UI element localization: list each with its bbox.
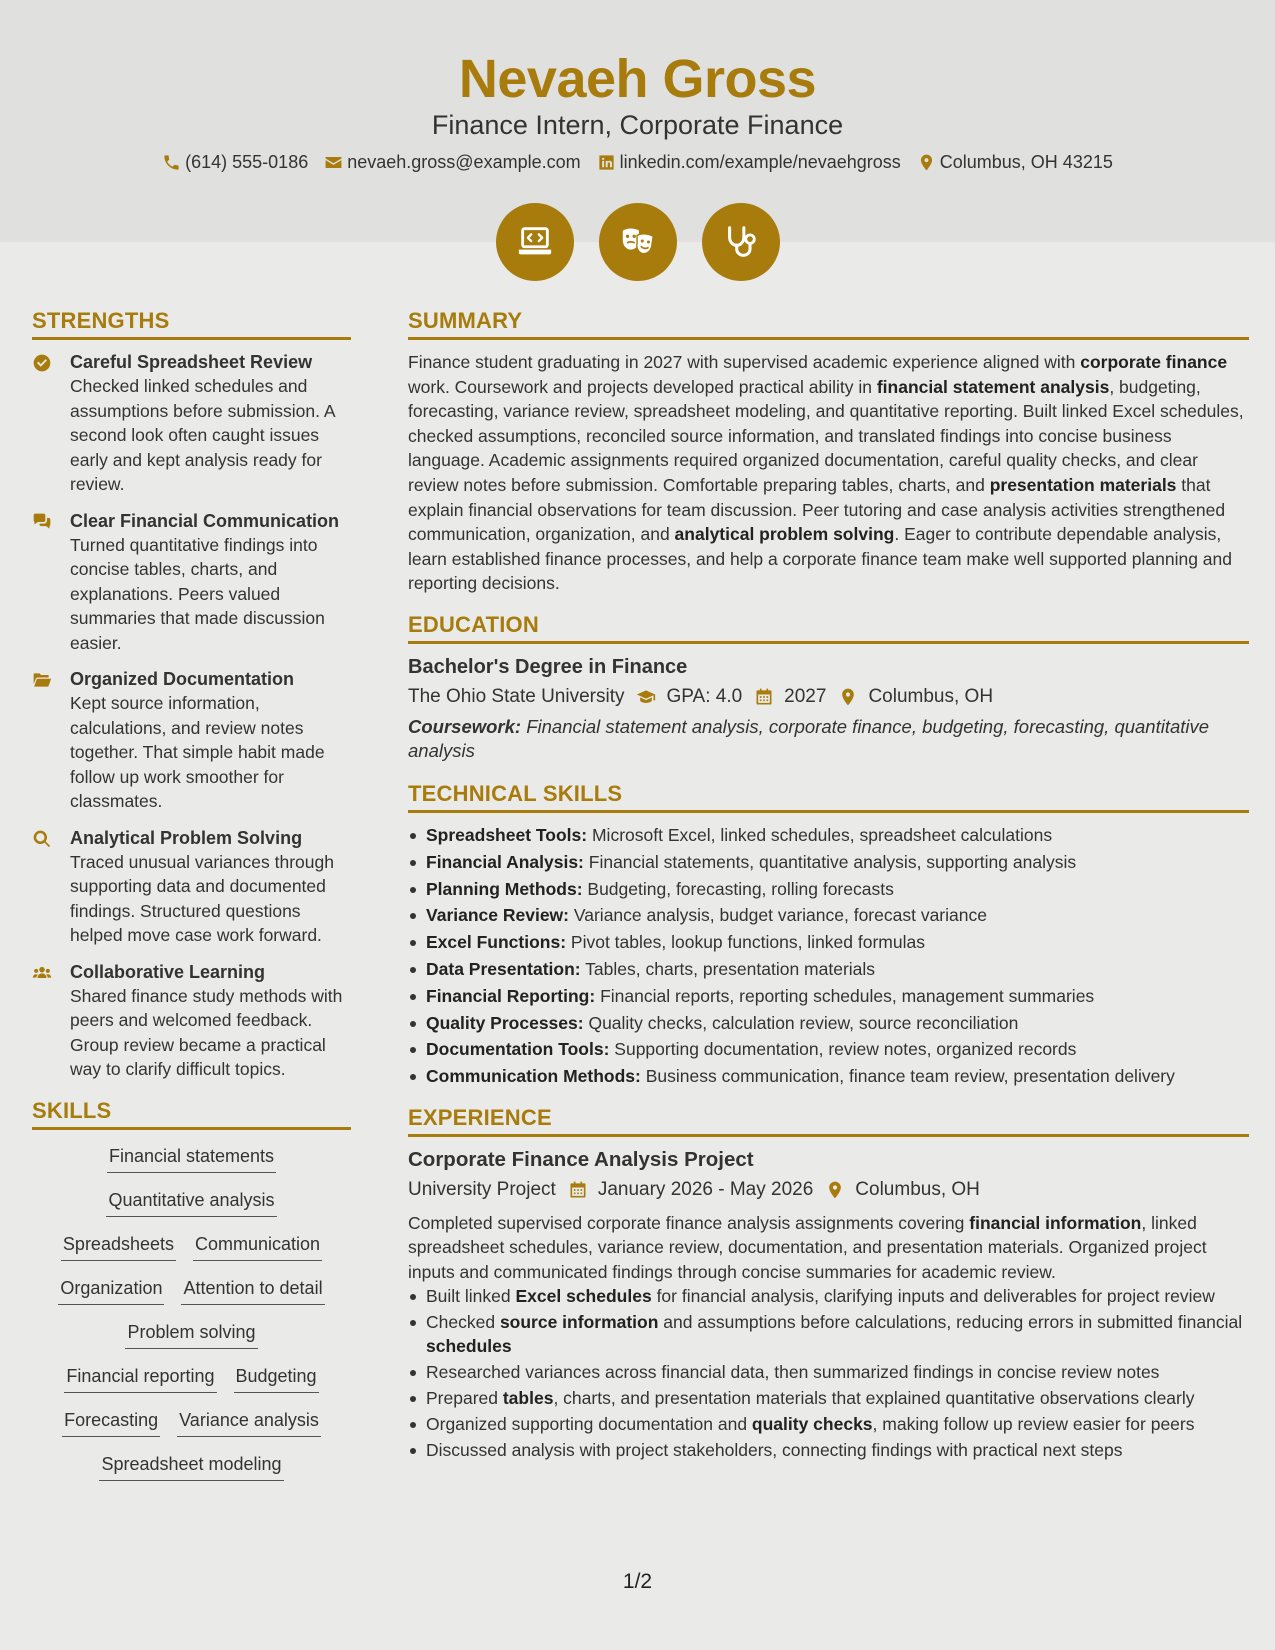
strength-item [32,667,351,814]
linkedin-icon [597,153,616,172]
skills-heading: SKILLS [32,1098,351,1130]
technical-skill-text: Quality checks, calculation review, source reconciliation [588,1012,1019,1033]
text-run: and assumptions before calculations, reducing errors in submitted financial [658,1311,1243,1332]
technical-skill-label: Financial Analysis: [426,851,584,872]
text-run: . Eager to contribute dependable analysis, learn established finance processes, and help a corporate finance team make well supported planning and reporting decisions. [408,524,1232,594]
skill-tag: Spreadsheets [61,1232,176,1261]
emphasis-text: tables [502,1388,554,1408]
technical-skill-label: Variance Review: [426,905,569,926]
degree-title: Bachelor's Degree in Finance [408,655,688,678]
laptop-code-icon [516,223,554,261]
experience-bullet [408,1412,1249,1437]
strength-desc: Traced unusual variances through supporting data and documented findings. Structured questions helped move case work forward. [70,851,334,945]
strength-item [32,350,351,497]
technical-skills-list [408,823,1249,1089]
linkedin-text: linkedin.com/example/nevaehgross [619,152,901,172]
strength-item [32,826,351,948]
technical-skill-label: Excel Functions: [426,932,567,953]
strength-title: Collaborative Learning [70,961,266,982]
technical-skill-text: Tables, charts, presentation materials [585,958,876,979]
experience-heading: EXPERIENCE [408,1105,1249,1137]
coursework [408,715,1249,763]
emphasis-text: corporate finance [1080,352,1228,372]
search-icon [32,829,52,849]
graduation-year: 2027 [784,685,827,707]
badge-masks [599,203,677,281]
text-run: Researched variances across financial data, then summarized findings in concise review notes [426,1362,1160,1383]
text-run: , charts, and presentation materials that explained quantitative observations clearly [553,1388,1195,1408]
text-run: Checked [426,1311,500,1332]
technical-skill-label: Communication Methods: [426,1066,641,1087]
technical-skill-item [408,850,1249,875]
skill-row [32,1320,351,1349]
text-run: Completed supervised corporate finance analysis assignments covering [408,1212,970,1233]
calendar-icon [754,687,774,707]
badge-laptop [496,203,574,281]
technical-skill-text: Variance analysis, budget variance, forecast variance [573,905,987,926]
text-run: , budgeting, forecasting, variance review, spreadsheet modeling, and quantitative reporting. Built linked Excel schedules, checked assumptions, reconciled source information, and translated findings into concise business language. Academic assignments required organized documentation, careful quality checks, and clear review notes before submission. Comfortable preparing tables, charts, and [408,376,1244,495]
strength-desc: Shared finance study methods with peers and welcomed feedback. Group review became a practical way to clarify difficult topics. [70,985,343,1079]
strength-title: Careful Spreadsheet Review [70,352,313,372]
technical-skill-item [408,984,1249,1009]
text-run: that explain financial observations for team discussion. Peer tutoring and case analysis activities strengthened communication, organization, and [408,474,1226,545]
text-run: Discussed analysis with project stakeholders, connecting findings with practical next steps [426,1439,1123,1460]
summary-heading: SUMMARY [408,308,1249,340]
strength-item [32,960,351,1082]
right-column [408,308,1249,1478]
skill-tag: Attention to detail [181,1276,324,1305]
technical-skill-label: Spreadsheet Tools: [426,824,588,845]
calendar-icon [568,1180,588,1200]
experience-bullet [408,1310,1249,1359]
skills-list [32,1144,351,1481]
phone-text: (614) 555-0186 [185,152,309,172]
theater-masks-icon [619,223,657,261]
envelope-icon [324,153,343,172]
skill-tag: Problem solving [125,1320,257,1349]
experience-dates: January 2026 - May 2026 [597,1178,814,1200]
skill-row [32,1408,351,1437]
emphasis-text: financial statement analysis [876,376,1110,397]
skill-tag: Forecasting [62,1408,160,1437]
contact-email[interactable] [324,152,580,173]
technical-skill-item [408,930,1249,955]
skill-tag: Spreadsheet modeling [99,1452,283,1481]
phone-icon [162,153,181,172]
technical-skill-label: Financial Reporting: [426,985,596,1006]
contact-linkedin[interactable] [597,152,901,173]
strength-title: Organized Documentation [70,669,295,689]
technical-skill-text: Pivot tables, lookup functions, linked formulas [570,932,925,953]
strength-title: Clear Financial Communication [70,510,340,531]
technical-skill-item [408,823,1249,848]
education-heading: EDUCATION [408,612,1249,644]
text-run: Finance student graduating in 2027 with supervised academic experience aligned with [408,352,1081,372]
experience-title: Corporate Finance Analysis Project [408,1147,754,1171]
skill-row [32,1452,351,1481]
technical-skill-text: Supporting documentation, review notes, organized records [614,1039,1077,1060]
left-column [32,308,351,1496]
technical-skill-text: Business communication, finance team review, presentation delivery [645,1066,1175,1087]
map-pin-icon [917,153,936,172]
email-text: nevaeh.gross@example.com [347,152,581,172]
experience-location: Columbus, OH [855,1178,980,1200]
experience-bullet [408,1360,1249,1385]
badge-stethoscope [702,203,780,281]
emphasis-text: quality checks [751,1413,873,1434]
candidate-name: Nevaeh Gross [458,49,817,109]
skill-row [32,1232,351,1261]
strength-desc: Turned quantitative findings into concise tables, charts, and explanations. Peers valued summaries that made discussion easier. [70,534,325,653]
contact-phone[interactable] [162,152,308,173]
technical-skill-text: Microsoft Excel, linked schedules, spreadsheet calculations [591,824,1053,845]
emphasis-text: Excel schedules [515,1286,652,1307]
skill-tag: Quantitative analysis [106,1188,276,1217]
skill-tag: Organization [58,1276,164,1305]
emphasis-text: analytical problem solving [674,524,895,545]
users-icon [32,963,52,983]
technical-skill-label: Quality Processes: [426,1012,584,1033]
technical-skill-label: Data Presentation: [426,958,581,979]
school-name: The Ohio State University [408,685,625,707]
page-number: 1/2 [622,1570,653,1593]
text-run: Organized supporting documentation and [426,1413,752,1434]
skill-row [32,1276,351,1305]
text-run: , linked spreadsheet schedules, variance review, documentation, and presentation materials. Organized project inputs and communicated findings through concise summaries for academic review. [408,1212,1207,1282]
strength-desc: Kept source information, calculations, and review notes together. That simple habit made follow up work smoother for classmates. [70,693,325,811]
skill-tag: Financial statements [107,1144,276,1173]
skill-row [32,1188,351,1217]
candidate-title: Finance Intern, Corporate Finance [431,110,844,140]
experience-bullet [408,1438,1249,1463]
experience-meta [408,1177,1249,1203]
text-run: for financial analysis, clarifying inputs and deliverables for project review [651,1286,1215,1307]
education-meta [408,684,1249,710]
comments-icon [32,512,52,532]
emphasis-text: source information [499,1311,659,1332]
skill-tag: Budgeting [234,1364,319,1393]
emphasis-text: schedules [426,1336,512,1357]
technical-skills-heading: TECHNICAL SKILLS [408,781,1249,813]
text-run: work. Coursework and projects developed practical ability in [408,376,877,397]
folder-open-icon [32,670,52,690]
technical-skill-text: Budgeting, forecasting, rolling forecasts [587,878,894,899]
strength-title: Analytical Problem Solving [70,827,303,848]
technical-skill-item [408,877,1249,902]
experience-bullet [408,1386,1249,1411]
technical-skill-item [408,1064,1249,1089]
map-pin-icon [825,1180,845,1200]
experience-description [408,1211,1249,1285]
education-location: Columbus, OH [868,685,994,707]
stethoscope-icon [722,223,760,261]
coursework-label: Coursework: [408,715,522,737]
strength-desc: Checked linked schedules and assumptions before submission. A second look often caught issues early and kept analysis ready for review. [70,376,335,494]
coursework-text: Financial statement analysis, corporate finance, budgeting, forecasting, quantitative analysis [408,715,1210,761]
gpa: GPA: 4.0 [666,685,743,707]
skill-tag: Variance analysis [177,1408,321,1437]
text-run: Built linked [426,1286,516,1307]
skill-tag: Communication [193,1232,322,1261]
contact-row [0,152,1275,173]
skill-row [32,1364,351,1393]
skill-tag: Financial reporting [64,1364,216,1393]
experience-bullets [408,1284,1249,1462]
strengths-heading: STRENGTHS [32,308,351,340]
technical-skill-item [408,1011,1249,1036]
technical-skill-label: Planning Methods: [426,878,583,899]
skill-row [32,1144,351,1173]
contact-location [917,152,1113,173]
text-run: , making follow up review easier for peers [872,1413,1195,1434]
text-run: Prepared [426,1388,503,1408]
technical-skill-text: Financial statements, quantitative analysis, supporting analysis [588,851,1077,872]
technical-skill-item [408,1037,1249,1062]
check-circle-icon [32,353,52,373]
experience-bullet [408,1284,1249,1309]
strengths-list [32,350,351,1082]
summary-text [408,350,1249,596]
emphasis-text: presentation materials [989,474,1177,495]
strength-item [32,509,351,656]
graduation-cap-icon [636,687,656,707]
map-pin-icon [838,687,858,707]
experience-org: University Project [408,1178,556,1200]
technical-skill-item [408,903,1249,928]
technical-skill-item [408,957,1249,982]
emphasis-text: financial information [969,1212,1142,1233]
interest-badges [0,203,1275,281]
technical-skill-label: Documentation Tools: [426,1039,610,1060]
location-text: Columbus, OH 43215 [939,152,1113,172]
technical-skill-text: Financial reports, reporting schedules, management summaries [600,985,1095,1006]
